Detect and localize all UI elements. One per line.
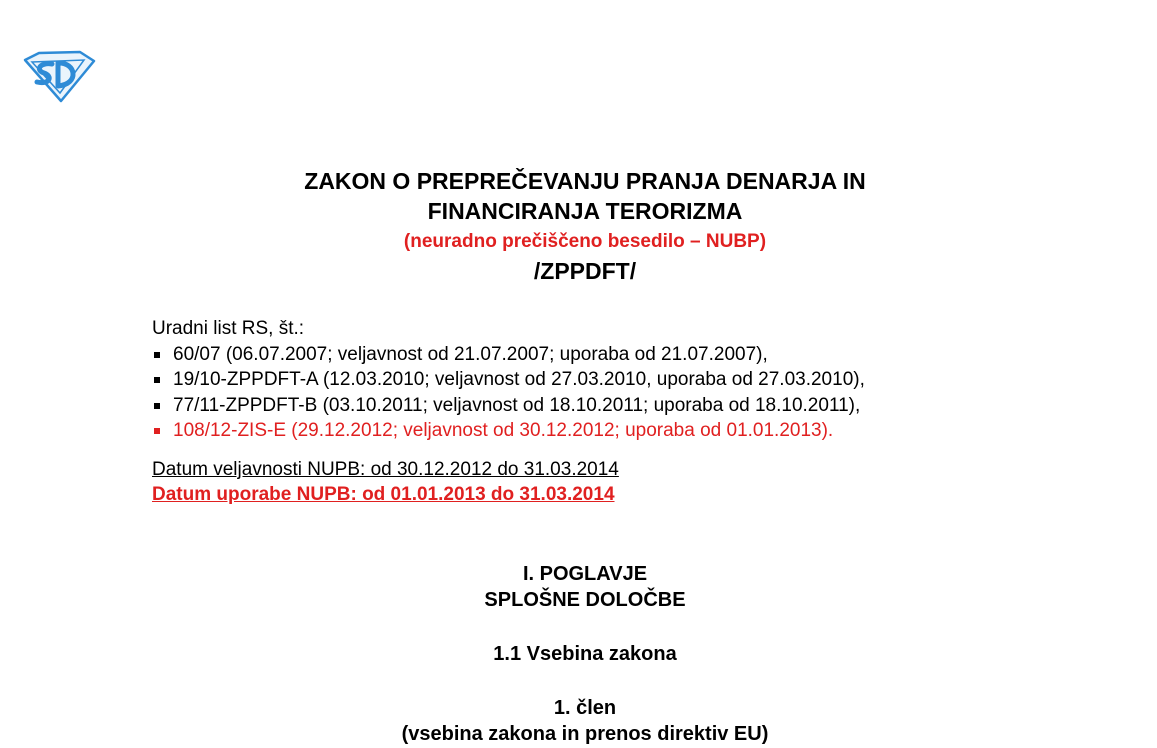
document-abbreviation: /ZPPDFT/ [533,258,637,284]
gazette-label: Uradni list RS, št.: [152,318,305,339]
gazette-entry: 60/07 (06.07.2007; veljavnost od 21.07.2007; uporaba od 21.07.2007), [152,342,865,368]
official-gazette-block [152,316,865,444]
gazette-entry: 19/10-ZPPDFT-A (12.03.2010; veljavnost od 27.03.2010, uporaba od 27.03.2010), [152,367,865,393]
chapter-title: SPLOŠNE DOLOČBE [484,589,686,611]
gazette-entry-highlighted: 108/12-ZIS-E (29.12.2012; veljavnost od 30.12.2012; uporaba od 01.01.2013). [152,418,865,444]
document-title-line-1: ZAKON O PREPREČEVANJU PRANJA DENARJA IN [304,168,866,194]
validity-block [152,457,619,507]
validity-dates: Datum veljavnosti NUPB: od 30.12.2012 do 31.03.2014 [152,459,619,480]
gazette-list [152,342,865,444]
section-title: 1.1 Vsebina zakona [493,643,677,665]
gazette-entry: 77/11-ZPPDFT-B (03.10.2011; veljavnost od 18.10.2011; uporaba od 18.10.2011), [152,393,865,419]
sd-logo-icon [22,48,96,104]
document-subtitle: (neuradno prečiščeno besedilo – NUBP) [403,231,767,252]
article-title: (vsebina zakona in prenos direktiv EU) [401,723,769,745]
use-dates: Datum uporabe NUPB: od 01.01.2013 do 31.03.2014 [152,484,615,505]
document-title-line-2: FINANCIRANJA TERORIZMA [427,198,743,224]
chapter-number: I. POGLAVJE [522,563,648,585]
article-number: 1. člen [553,697,617,719]
